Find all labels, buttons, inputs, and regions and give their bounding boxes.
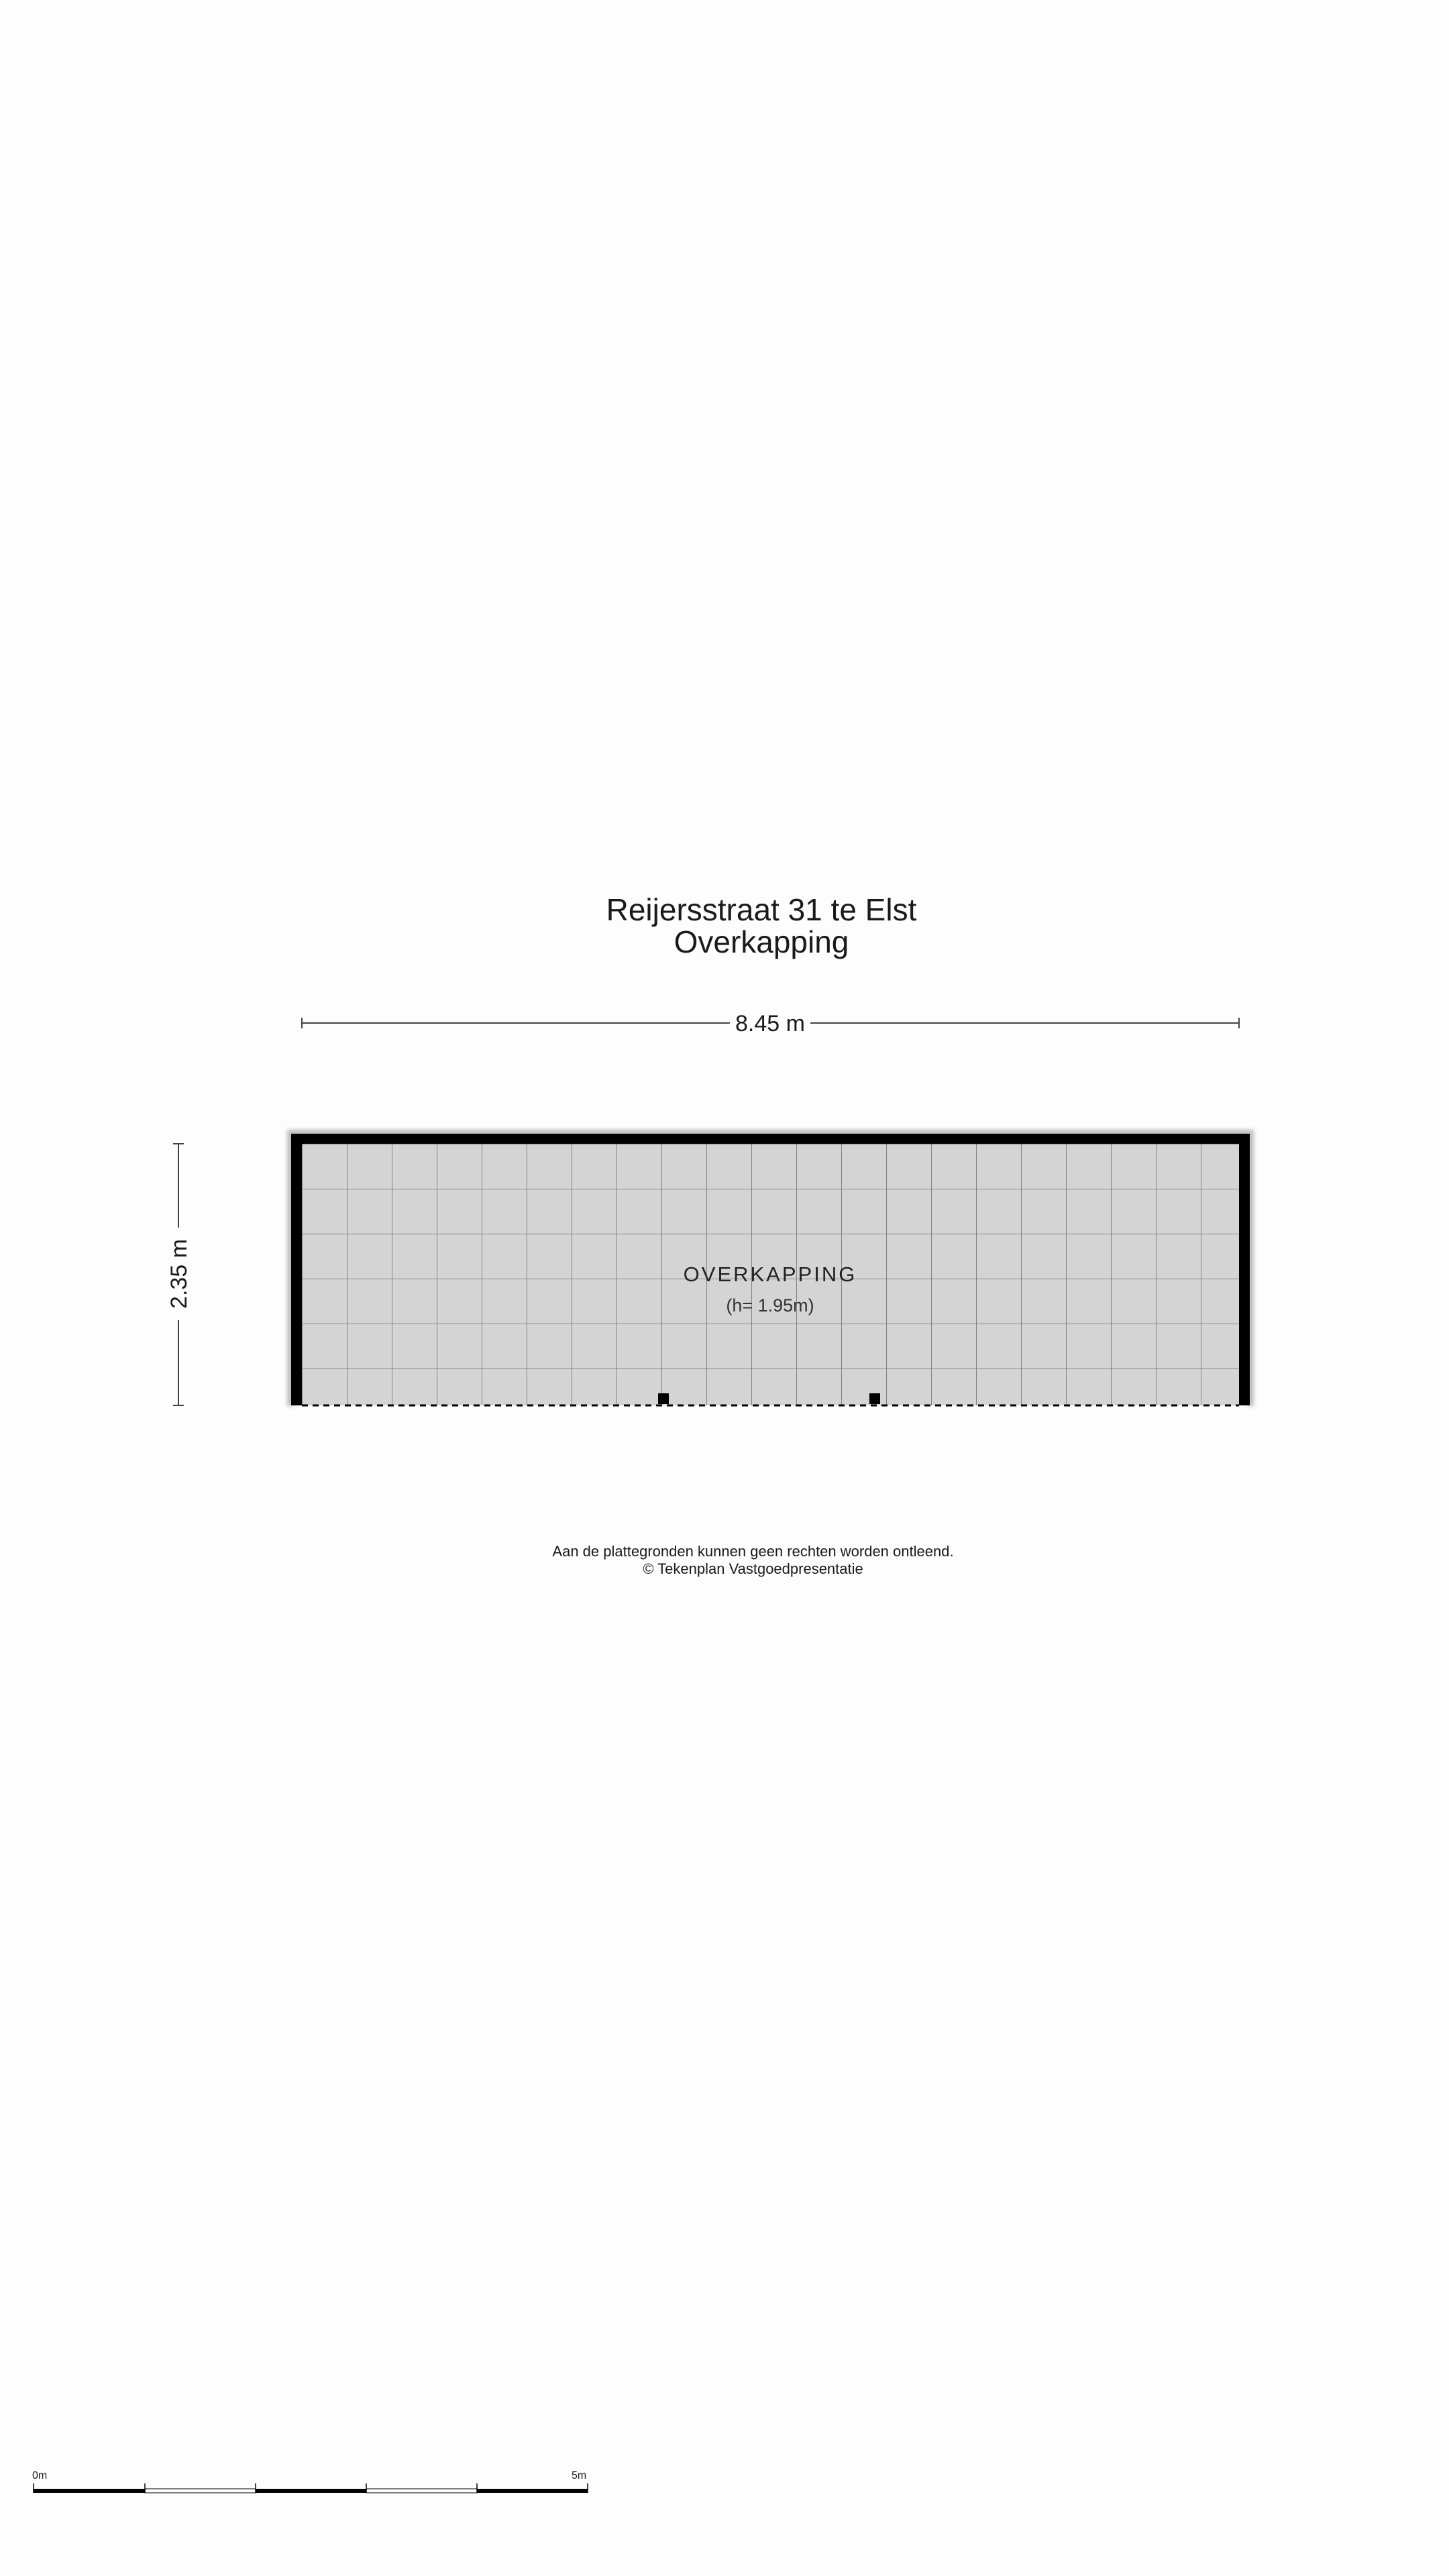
scale-bar-end-label: 5m	[572, 2470, 587, 2481]
scale-bar	[34, 2483, 588, 2493]
plan-floor-title: Overkapping	[674, 924, 849, 959]
room-height-label: (h= 1.95m)	[726, 1295, 814, 1316]
width-dimension-label: 8.45 m	[735, 1011, 805, 1036]
copyright-text: © Tekenplan Vastgoedpresentatie	[643, 1560, 863, 1577]
scale-bar-start-label: 0m	[32, 2470, 48, 2481]
plan-address-title: Reijersstraat 31 te Elst	[606, 892, 917, 927]
depth-dimension-label: 2.35 m	[166, 1239, 192, 1309]
support-post	[658, 1393, 669, 1404]
support-post	[869, 1393, 880, 1404]
room-name-label: OVERKAPPING	[683, 1263, 857, 1286]
disclaimer-text: Aan de plattegronden kunnen geen rechten worden ontleend.	[552, 1543, 954, 1560]
